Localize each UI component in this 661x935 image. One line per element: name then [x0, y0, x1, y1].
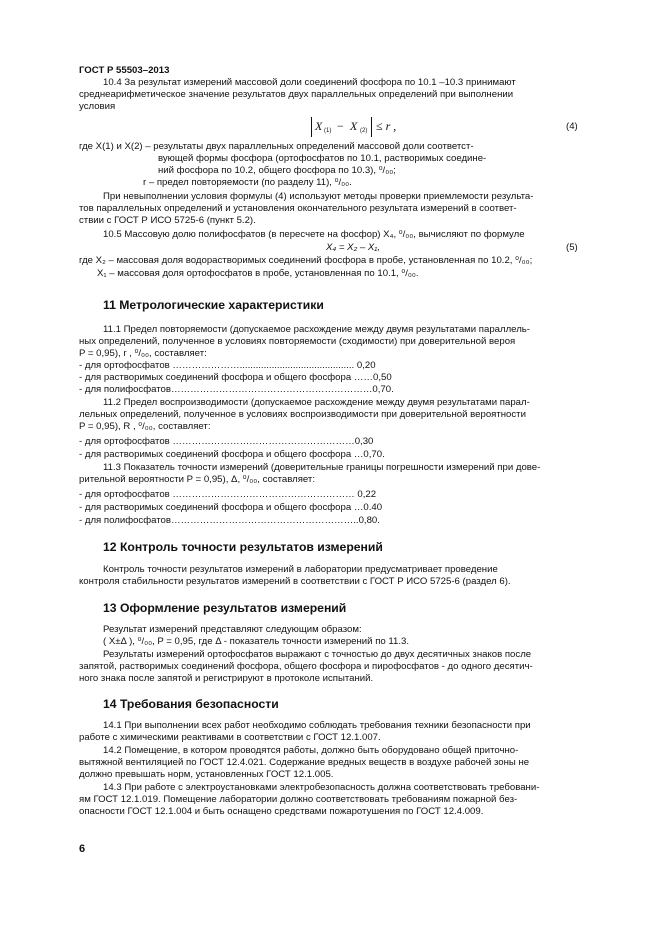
paragraph-line: Контроль точности результатов измерений в лаборатории предусматривает проведение [103, 564, 498, 575]
section-title: 13 Оформление результатов измерений [103, 601, 347, 615]
paragraph-line: 11.1 Предел повторяемости (допускаемое расхождение между двумя результатами параллель- [103, 324, 530, 335]
formula-minus: − [337, 119, 344, 133]
list-item: - для растворимых соединений фосфора и общего фосфора …0.40 [79, 502, 383, 513]
list-item: - для полифосфатов…………………………………………………..0,80. [79, 515, 380, 526]
paragraph-line: тов параллельных определений и установления окончательного результата измерений в соответ- [79, 203, 517, 214]
paragraph-line: контроля стабильности результатов измерений в соответствии с ГОСТ Р ИСО 5725-6 (раздел 6). [79, 576, 511, 587]
paragraph-line: P = 0,95), R , ⁰/₀₀, составляет: [79, 421, 211, 432]
paragraph-line: ям ГОСТ 12.1.019. Помещение лаборатории должно соответствовать требованиям пожарной без- [79, 794, 518, 805]
paragraph-10-4-line: 10.4 За результат измерений массовой доли соединений фосфора по 10.1 –10.3 принимают [103, 77, 516, 88]
formula-var: X [315, 119, 323, 133]
paragraph-line: 14.1 При выполнении всех работ необходимо соблюдать требования техники безопасности при [103, 720, 531, 731]
paragraph-line: рительной вероятности P = 0,95), Δ, ⁰/₀₀, составляет: [79, 474, 315, 485]
paragraph-line: Результаты измерений ортофосфатов выражают с точностью до двух десятичных знаков после [103, 649, 532, 660]
page-number: 6 [79, 843, 86, 855]
formula-number: (4) [566, 121, 578, 132]
section-title: 12 Контроль точности результатов измерений [103, 540, 383, 554]
paragraph-line: 14.3 При работе с электроустановками электробезопасность должна соответствовать требовани- [103, 782, 540, 793]
paragraph-line: должно превышать норм, установленных ГОСТ 12.1.005. [79, 769, 334, 780]
section-title: 14 Требования безопасности [103, 697, 279, 711]
paragraph-line: ствии с ГОСТ Р ИСО 5725-6 (пункт 5.2). [79, 215, 256, 226]
paragraph-line: ных определений, полученное в условиях повторяемости (сходимости) при доверительной вероя [79, 336, 516, 347]
paragraph-10-4-line: среднеарифметическое значение результатов двух параллельных определений при выполнении [79, 89, 514, 100]
paragraph-line: Результат измерений представляют следующим образом: [103, 624, 362, 635]
paragraph-line: работе с химическими реактивами в соответствии с ГОСТ 12.1.007. [79, 732, 381, 743]
standard-header: ГОСТ Р 55503–2013 [79, 65, 170, 76]
where-line: где X(1) и X(2) – результаты двух параллельных определений массовой доли соответст- [79, 141, 474, 152]
paragraph-line: лельных определений, полученное в условиях воспроизводимости при доверительной вероятности [79, 409, 526, 420]
list-item: - для растворимых соединений фосфора и общего фосфора ……0,50 [79, 372, 392, 383]
formula-number: (5) [566, 242, 578, 253]
paragraph-line: При невыполнении условия формулы (4) используют методы проверки приемлемости результа- [103, 191, 534, 202]
paragraph-10-5: 10.5 Массовую долю полифосфатов (в пересчете на фосфор) X₄, ⁰/₀₀, вычисляют по формуле [103, 229, 525, 240]
list-item: - для растворимых соединений фосфора и общего фосфора …0,70. [79, 449, 385, 460]
where-line: r – предел повторяемости (по разделу 11), ⁰/₀₀. [143, 177, 352, 188]
result-expression: ( X±Δ ), ⁰/₀₀, P = 0,95, где Δ - показатель точности измерений по 11.3. [103, 636, 410, 647]
formula-5: X₄ = X₂ – X₁, [326, 242, 380, 253]
abs-bar-right [371, 117, 372, 137]
formula-subscript: (2) [360, 128, 368, 134]
paragraph-line: ного знака после запятой и регистрируют в протоколе испытаний. [79, 673, 374, 684]
where-line: вующей формы фосфора (ортофосфатов по 10.1, растворимых соедине- [158, 153, 487, 164]
paragraph-line: вытяжной вентиляцией по ГОСТ 12.4.021. Содержание вредных веществ в воздухе рабочей зоны не [79, 757, 530, 768]
list-item: - для ортофосфатов …………………………………………………0,30 [79, 436, 374, 447]
where-line: ний фосфора по 10.2, общего фосфора по 10.3), ⁰/₀₀; [158, 165, 396, 176]
paragraph-line: P = 0,95), r , ⁰/₀₀, составляет: [79, 348, 207, 359]
section-title: 11 Метрологические характеристики [103, 298, 324, 312]
paragraph-line: 11.3 Показатель точности измерений (доверительные границы погрешности измерений при дове- [103, 462, 541, 473]
formula-relation: ≤ r , [376, 119, 397, 133]
list-item: - для ортофосфатов …………………........................................... 0,20 [79, 360, 376, 371]
paragraph-line: 11.2 Предел воспроизводимости (допускаемое расхождение между двумя результатами парал- [103, 397, 530, 408]
where-line: X₁ – массовая доля ортофосфатов в пробе, установленная по 10.1, ⁰/₀₀. [97, 268, 419, 279]
paragraph-line: запятой, растворимых соединений фосфора, общего фосфора и пирофосфатов - до одного десятич- [79, 661, 533, 672]
abs-bar-left [311, 117, 312, 137]
list-item: - для ортофосфатов ………………………………………………… 0,22 [79, 489, 377, 500]
paragraph-line: опасности ГОСТ 12.1.004 и быть оснащено средствами пожаротушения по ГОСТ 12.4.009. [79, 806, 484, 817]
paragraph-10-4-line: условия [79, 101, 116, 112]
list-item: - для полифосфатов………………………………………………………0,70. [79, 384, 394, 395]
where-line: где X₂ – массовая доля водорастворимых соединений фосфора в пробе, установленная по 10.2, ⁰/₀₀; [79, 255, 533, 266]
paragraph-line: 14.2 Помещение, в котором проводятся работы, должно быть оборудовано общей приточно- [103, 745, 519, 756]
formula-subscript: (1) [324, 128, 332, 134]
formula-var: X [350, 119, 358, 133]
